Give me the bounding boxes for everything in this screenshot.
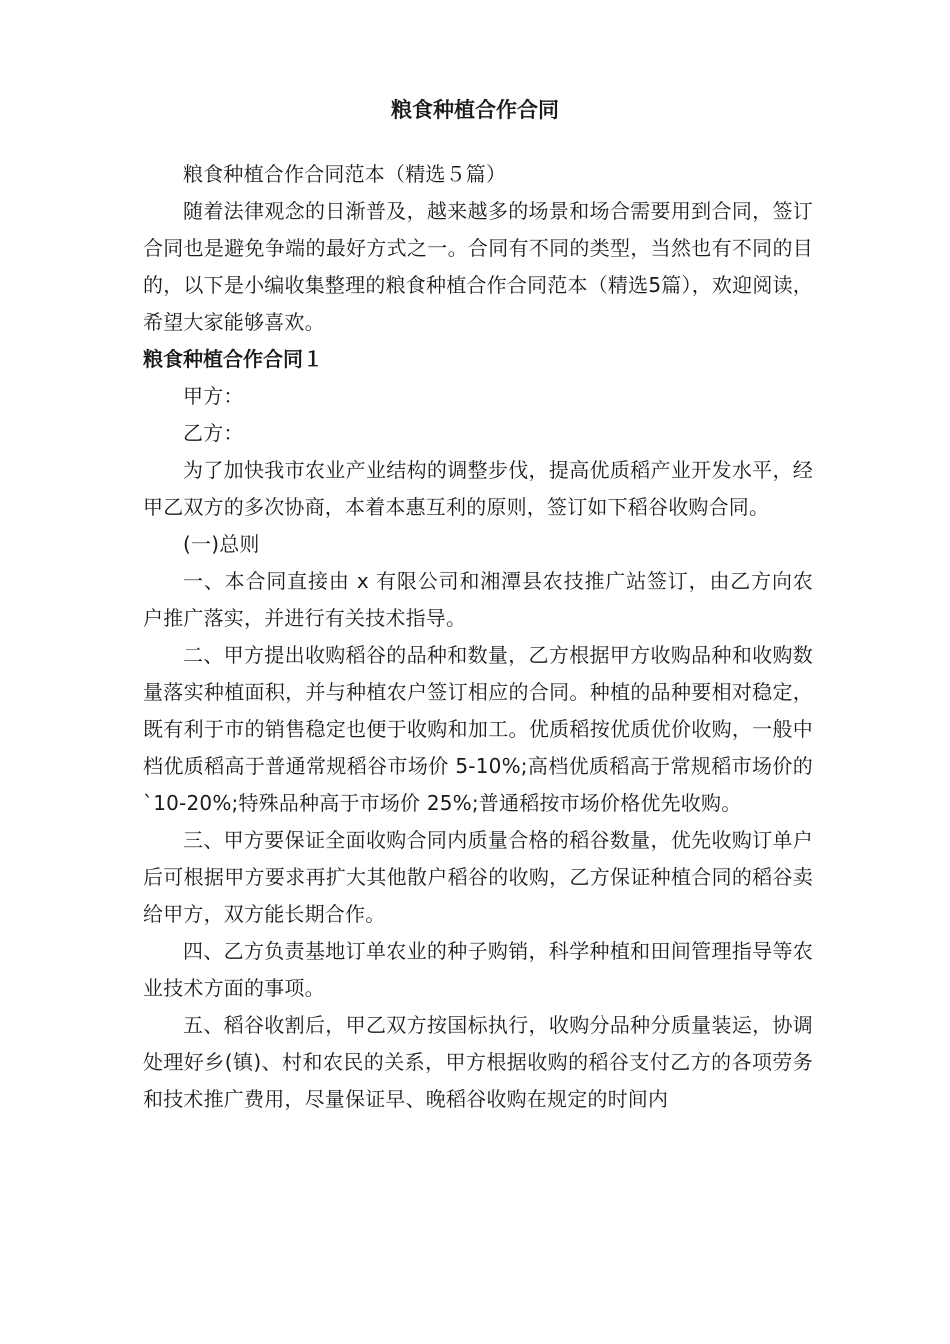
preamble-paragraph: 为了加快我市农业产业结构的调整步伐，提高优质稻产业开发水平，经甲乙双方的多次协商，本着本惠互利的原则，签订如下稻谷收购合同。 xyxy=(143,458,813,519)
clause-2: 二、甲方提出收购稻谷的品种和数量，乙方根据甲方收购品种和收购数量落实种植面积，并与种植农户签订相应的合同。种植的品种要相对稳定，既有利于市的销售稳定也便于收购和加工。优质稻按优质优价收购，一般中档优质稻高于普通常规稻谷市场价 5-10%;高档优质稻高于常规稻市场价的`10-20%;特殊品种高于市场价 25%;普通稻按市场价格优先收购。 xyxy=(143,643,813,815)
document-title: 粮食种植合作合同 xyxy=(391,98,559,122)
general-provisions-heading: (一)总则 xyxy=(183,532,260,556)
document-body xyxy=(143,156,813,1118)
party-a-line: 甲方： xyxy=(183,384,244,408)
intro-subtitle: 粮食种植合作合同范本（精选５篇） xyxy=(183,162,507,186)
clause-5: 五、稻谷收割后，甲乙双方按国标执行，收购分品种分质量装运，协调处理好乡(镇)、村和农民的关系，甲方根据收购的稻谷支付乙方的各项劳务和技术推广费用，尽量保证早、晚稻谷收购在规定的时间内 xyxy=(143,1013,813,1111)
clause-4: 四、乙方负责基地订单农业的种子购销，科学种植和田间管理指导等农业技术方面的事项。 xyxy=(143,939,813,1000)
party-b-line: 乙方： xyxy=(183,421,244,445)
section-heading-1: 粮食种植合作合同１ xyxy=(143,347,323,371)
clause-3: 三、甲方要保证全面收购合同内质量合格的稻谷数量，优先收购订单户后可根据甲方要求再扩大其他散户稻谷的收购，乙方保证种植合同的稻谷卖给甲方，双方能长期合作。 xyxy=(143,828,813,926)
intro-paragraph: 随着法律观念的日渐普及，越来越多的场景和场合需要用到合同，签订合同也是避免争端的最好方式之一。合同有不同的类型，当然也有不同的目的，以下是小编收集整理的粮食种植合作合同范本（精选5篇），欢迎阅读，希望大家能够喜欢。 xyxy=(143,199,813,334)
clause-1: 一、本合同直接由 x 有限公司和湘潭县农技推广站签订，由乙方向农户推广落实，并进行有关技术指导。 xyxy=(143,569,813,630)
